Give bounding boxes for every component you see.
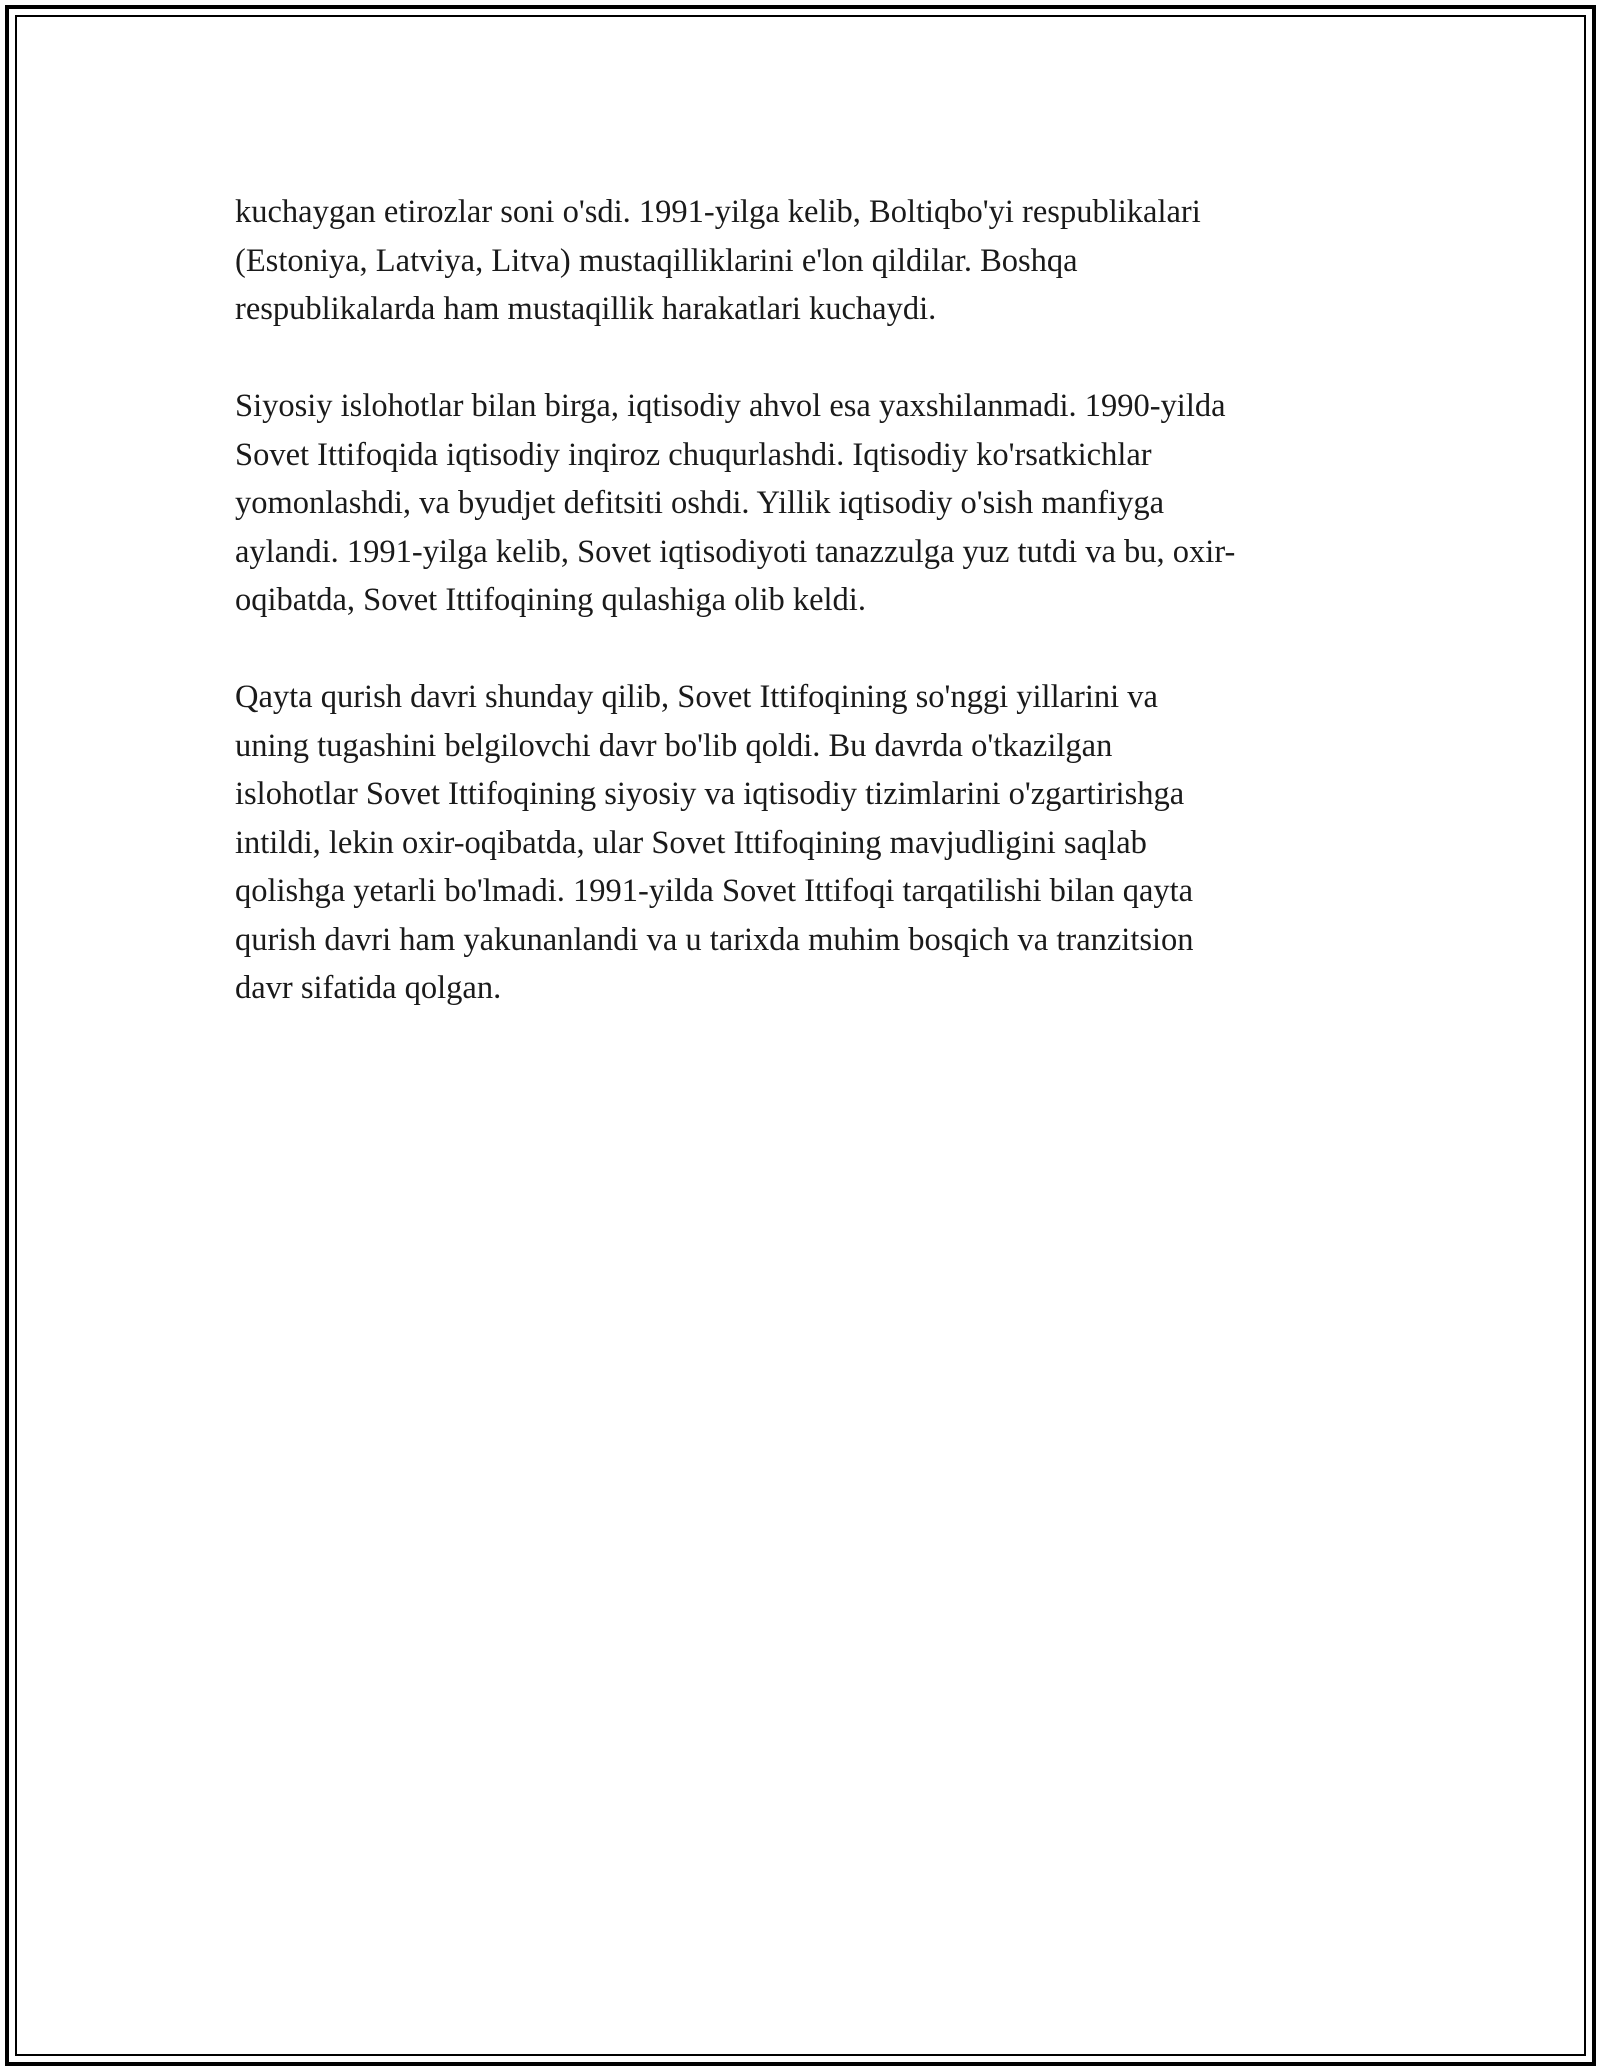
- paragraph-1: [235, 188, 1395, 334]
- paragraph-2: [235, 382, 1395, 625]
- text-line: uning tugashini belgilovchi davr bo'lib qoldi. Bu davrda o'tkazilgan: [235, 727, 1113, 764]
- text-line: Siyosiy islohotlar bilan birga, iqtisodiy ahvol esa yaxshilanmadi. 1990-yilda: [235, 388, 1226, 424]
- text-line: oqibatda, Sovet Ittifoqining qulashiga olib keldi.: [235, 582, 866, 618]
- text-line: Qayta qurish davri shunday qilib, Sovet Ittifoqining so'nggi yillarini va: [235, 679, 1158, 715]
- text-line: islohotlar Sovet Ittifoqining siyosiy va iqtisodiy tizimlarini o'zgartirishga: [235, 776, 1185, 812]
- text-line: aylandi. 1991-yilga kelib, Sovet iqtisodiyoti tanazzulga yuz tutdi va bu, oxir-: [235, 533, 1236, 570]
- document-body: [235, 188, 1395, 1061]
- text-line: yomonlashdi, va byudjet defitsiti oshdi. Yillik iqtisodiy o'sish manfiyga: [235, 485, 1165, 521]
- text-line: Sovet Ittifoqida iqtisodiy inqiroz chuqurlashdi. Iqtisodiy ko'rsatkichlar: [235, 436, 1152, 473]
- text-line: kuchaygan etirozlar soni o'sdi. 1991-yilga kelib, Boltiqbo'yi respublikalari: [235, 194, 1201, 230]
- text-line: (Estoniya, Latviya, Litva) mustaqilliklarini e'lon qildilar. Boshqa: [235, 242, 1078, 279]
- text-line: respublikalarda ham mustaqillik harakatlari kuchaydi.: [235, 291, 937, 327]
- text-line: qurish davri ham yakunanlandi va u tarixda muhim bosqich va tranzitsion: [235, 921, 1194, 958]
- paragraph-3: [235, 673, 1395, 1013]
- text-line: qolishga yetarli bo'lmadi. 1991-yilda Sovet Ittifoqi tarqatilishi bilan qayta: [235, 873, 1194, 909]
- text-line: davr sifatida qolgan.: [235, 970, 502, 1006]
- text-line: intildi, lekin oxir-oqibatda, ular Sovet Ittifoqining mavjudligini saqlab: [235, 824, 1147, 861]
